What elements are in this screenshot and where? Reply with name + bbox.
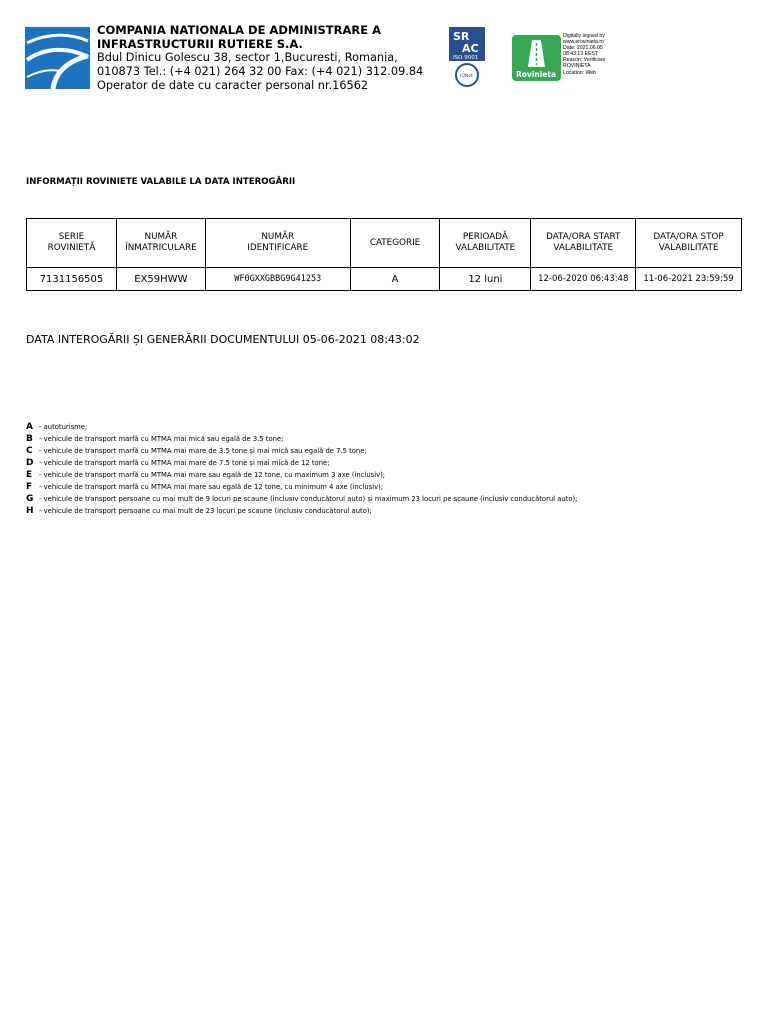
table-row (27, 268, 742, 291)
cnair-logo (25, 27, 90, 89)
company-address-line2: 010873 Tel.: (+4 021) 264 32 00 Fax: (+4 021) 312.09.84 (97, 65, 424, 78)
legend-item (26, 457, 577, 469)
signature-line: Reason: Verificare (563, 57, 606, 64)
srac-logo-mid: AC (462, 42, 479, 55)
vignette-table (26, 218, 742, 291)
legend-code: E (26, 470, 33, 480)
legend-code: C (26, 446, 33, 456)
cell-stop: 11-06-2021 23:59:59 (636, 268, 742, 291)
company-name-line2: INFRASTRUCTURII RUTIERE S.A. (97, 37, 303, 51)
legend-code: D (26, 458, 34, 468)
cell-numar-identificare: WF0GXXGBBG9G41253 (205, 268, 350, 291)
signature-line: ROVINIETA (563, 63, 591, 70)
rovinieta-logo-label: Rovinieta (516, 70, 557, 79)
company-address-line1: Bdul Dinicu Golescu 38, sector 1,Bucuresti, Romania, (97, 51, 398, 64)
operator-line: Operator de date cu caracter personal nr.16562 (97, 79, 369, 92)
srac-certification-logo (449, 27, 485, 87)
legend-code: G (26, 494, 34, 504)
column-header-numar-identificare: NUMĂR IDENTIFICARE (205, 219, 350, 268)
signature-line: Date: 2021.06.05 (563, 45, 603, 52)
column-header-numar-inmatriculare: NUMĂR ÎNMATRICULARE (116, 219, 205, 268)
category-legend (26, 421, 577, 517)
legend-text: - vehicule de transport marfă cu MTMA mai mare sau egală de 12 tone, cu maximum 3 axe (inclusiv); (39, 471, 386, 479)
cell-categorie: A (350, 268, 440, 291)
signature-line: www.erovinieta.ro (563, 39, 604, 46)
signature-line: Location: Web (563, 69, 597, 76)
column-header-stop: DATA/ORA STOP VALABILITATE (636, 219, 742, 268)
legend-text: - vehicule de transport persoane cu mai mult de 23 locuri pe scaune (inclusiv conducătorul auto); (39, 507, 372, 515)
table-header-row (27, 219, 742, 268)
legend-code: A (26, 422, 33, 432)
column-header-perioada: PERIOADĂ VALABILITATE (440, 219, 531, 268)
cell-numar-inmatriculare: EX59HWW (116, 268, 205, 291)
legend-item (26, 445, 577, 457)
digital-signature (563, 33, 643, 76)
company-info (97, 23, 447, 93)
rovinieta-logo (512, 35, 561, 81)
column-header-categorie: CATEGORIE (350, 219, 440, 268)
legend-code: H (26, 506, 34, 516)
cell-perioada: 12 luni (440, 268, 531, 291)
query-date-line: DATA INTEROGĂRII ȘI GENERĂRII DOCUMENTULUI 05-06-2021 08:43:02 (26, 333, 420, 346)
legend-text: - vehicule de transport marfă cu MTMA mai mare de 3.5 tone și mai mică sau egală de 7.5 tone; (39, 447, 367, 455)
iqnet-label: IQNet (460, 74, 473, 79)
signature-line: 08:43:13 EEST (563, 51, 599, 58)
legend-item (26, 493, 577, 505)
srac-iso-label: ISO 9001 (453, 55, 479, 61)
column-header-start: DATA/ORA START VALABILITATE (531, 219, 636, 268)
legend-text: - vehicule de transport marfă cu MTMA mai mare de 7.5 tone și mai mică de 12 tone; (39, 459, 330, 467)
legend-text: - vehicule de transport marfă cu MTMA mai mare sau egală de 12 tone, cu minimum 4 axe (inclusiv); (39, 483, 384, 491)
legend-item (26, 421, 577, 433)
srac-logo-top: SR (453, 30, 470, 43)
legend-item (26, 481, 577, 493)
company-name-line1: COMPANIA NATIONALA DE ADMINISTRARE A (97, 23, 382, 37)
legend-text: - vehicule de transport persoane cu mai mult de 9 locuri pe scaune (inclusiv conducătorul auto) și maximum 23 locuri pe scaune (inclusiv conducătorul auto); (39, 495, 578, 503)
cell-serie: 7131156505 (27, 268, 117, 291)
legend-code: F (26, 482, 33, 492)
legend-item (26, 433, 577, 445)
section-title: INFORMAȚII ROVINIETE VALABILE LA DATA INTEROGĂRII (26, 177, 296, 187)
legend-text: - autoturisme; (39, 423, 88, 431)
cell-start: 12-06-2020 06:43:48 (531, 268, 636, 291)
legend-text: - vehicule de transport marfă cu MTMA mai mică sau egală de 3.5 tone; (39, 435, 284, 443)
legend-item (26, 505, 577, 517)
legend-code: B (26, 434, 33, 444)
signature-line: Digitally signed by (563, 33, 605, 39)
column-header-serie: SERIE ROVINIETĂ (27, 219, 117, 268)
legend-item (26, 469, 577, 481)
